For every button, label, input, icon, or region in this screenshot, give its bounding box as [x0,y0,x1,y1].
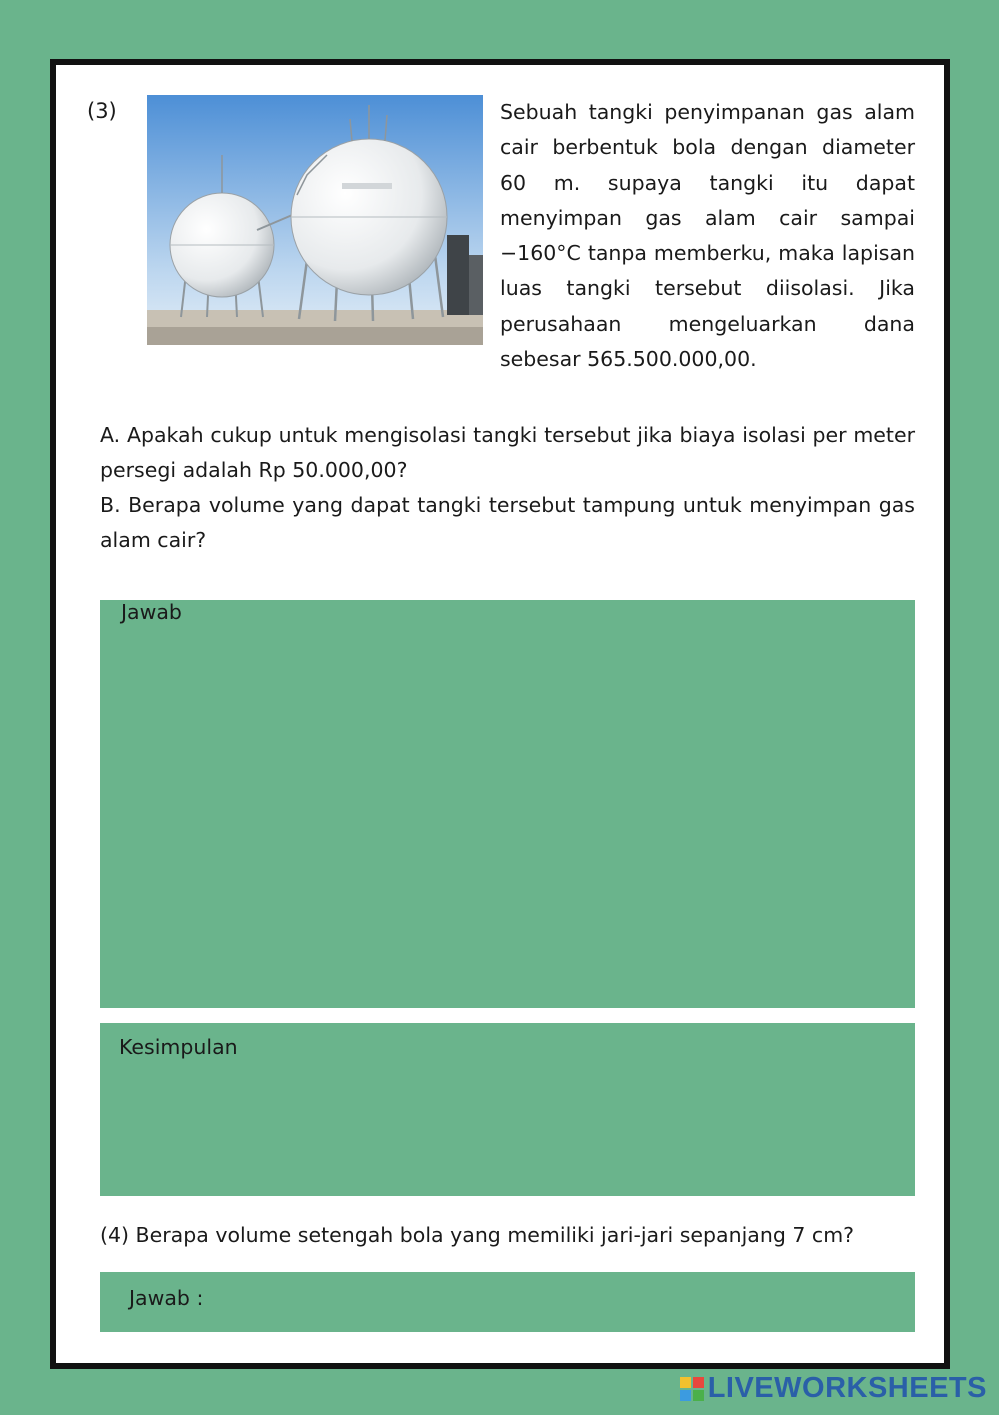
question-3-conclusion-box[interactable] [100,1023,915,1196]
conclusion-label: Kesimpulan [119,1035,238,1059]
question-3-answer-box[interactable] [100,600,915,1008]
question-4-text: (4) Berapa volume setengah bola yang memiliki jari-jari sepanjang 7 cm? [100,1223,855,1247]
worksheet-page [50,59,950,1369]
answer-label: Jawab [121,600,182,624]
question-4-answer-label: Jawab : [129,1286,204,1310]
question-3-parts [100,418,915,558]
question-3-part-a: A. Apakah cukup untuk mengisolasi tangki tersebut jika biaya isolasi per meter persegi adalah Rp 50.000,00? [100,423,915,482]
question-3-part-b: B. Berapa volume yang dapat tangki tersebut tampung untuk menyimpan gas alam cair? [100,493,915,552]
liveworksheets-logo [680,1372,987,1405]
liveworksheets-logo-text: LIVEWORKSHEETS [707,1372,987,1404]
question-3-number: (3) [87,99,117,123]
question-4-answer-box[interactable] [100,1272,915,1332]
liveworksheets-logo-icon [680,1377,704,1401]
spherical-gas-tanks-photo [147,95,483,345]
question-3-intro-text: Sebuah tangki penyimpanan gas alam cair berbentuk bola dengan diameter 60 m. supaya tangki itu dapat menyimpan gas alam cair sampai −160°C tanpa memberku, maka lapisan luas tangki tersebut diisolasi. Jika perusahaan mengeluarkan dana sebesar 565.500.000,00. [500,100,915,372]
